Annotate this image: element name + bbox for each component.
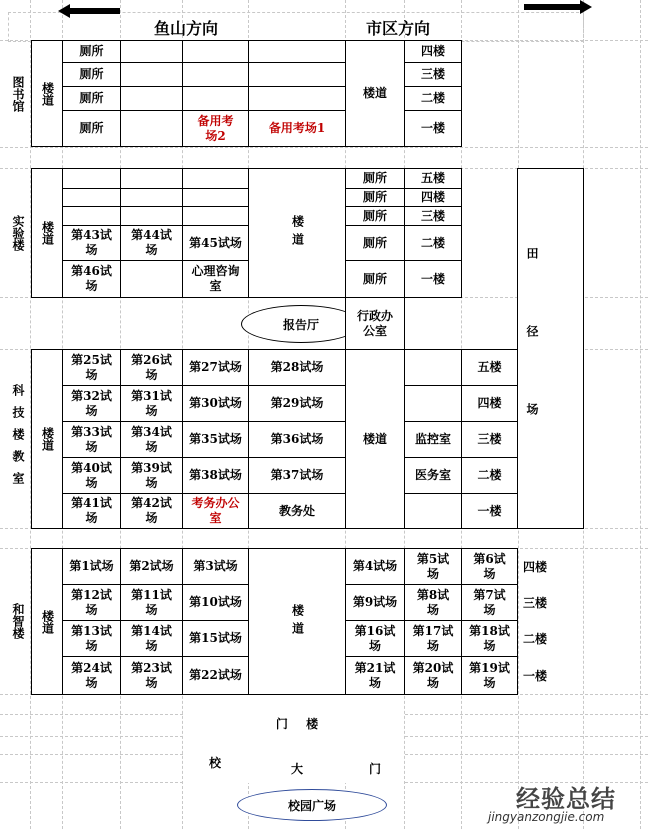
track-field: 田径场 <box>517 168 584 529</box>
tech-floor-3: 三楼 <box>461 421 518 458</box>
hezhi-stair-left: 楼道 <box>31 548 63 695</box>
tech-stair-right: 楼道 <box>345 349 405 529</box>
exam-room-29: 第29试场 <box>248 385 346 422</box>
lab-room <box>182 168 249 189</box>
exam-room-22: 第22试场 <box>182 656 249 695</box>
lab-room <box>120 206 183 226</box>
exam-room-35: 第35试场 <box>182 421 249 458</box>
exam-room-28: 第28试场 <box>248 349 346 386</box>
lab-floor-5: 五楼 <box>404 168 462 189</box>
library-room <box>120 86 183 111</box>
lab-stair-left: 楼道 <box>31 168 63 298</box>
exam-room-8: 第8试场 <box>404 584 462 621</box>
exam-room-40: 第40试场 <box>62 457 121 494</box>
lab-name: 实验楼 <box>11 215 25 251</box>
library-room <box>248 40 346 63</box>
exam-room-42: 第42试场 <box>120 493 183 529</box>
backup-room-1: 备用考场1 <box>248 110 346 147</box>
exam-room-39: 第39试场 <box>120 457 183 494</box>
tech-floor-4: 四楼 <box>461 385 518 422</box>
lab-floor-1: 一楼 <box>404 260 462 298</box>
lab-room <box>182 206 249 226</box>
library-stair-left: 楼道 <box>31 40 63 147</box>
library-name: 图书馆 <box>11 76 25 112</box>
library-floor-2: 二楼 <box>404 86 462 111</box>
library-toilet-3f: 厕所 <box>62 62 121 87</box>
lab-floor-3: 三楼 <box>404 206 462 226</box>
exam-room-6: 第6试场 <box>461 548 518 585</box>
lab-room <box>120 168 183 189</box>
lab-room <box>62 206 121 226</box>
exam-room-37: 第37试场 <box>248 457 346 494</box>
exam-room-27: 第27试场 <box>182 349 249 386</box>
gate-word-3: 门 <box>368 761 381 776</box>
exam-room-41: 第41试场 <box>62 493 121 529</box>
hezhi-floor-2: 二楼 <box>522 632 547 646</box>
exam-room-30: 第30试场 <box>182 385 249 422</box>
counseling-room: 心理咨询室 <box>182 260 249 298</box>
arrow-right-icon <box>524 0 592 14</box>
exam-room-46: 第46试场 <box>62 260 121 298</box>
exam-room-7: 第7试场 <box>461 584 518 621</box>
tech-room <box>404 349 462 386</box>
tech-room <box>404 385 462 422</box>
lab-floor-2: 二楼 <box>404 225 462 261</box>
exam-affairs-office: 考务办公室 <box>182 493 249 529</box>
exam-room-34: 第34试场 <box>120 421 183 458</box>
exam-room-33: 第33试场 <box>62 421 121 458</box>
watermark-cn: 经验总结 <box>516 785 616 813</box>
hezhi-name: 和智楼 <box>11 603 25 639</box>
direction-left: 鱼山方向 <box>154 19 219 38</box>
exam-room-32: 第32试场 <box>62 385 121 422</box>
academic-affairs-office: 教务处 <box>248 493 346 529</box>
exam-room-24: 第24试场 <box>62 656 121 695</box>
library-floor-1: 一楼 <box>404 110 462 147</box>
campus-plaza: 校园广场 <box>237 789 387 821</box>
direction-right: 市区方向 <box>366 19 431 38</box>
library-room <box>120 110 183 147</box>
lab-room <box>120 260 183 298</box>
lab-room <box>120 188 183 207</box>
library-toilet-4f: 厕所 <box>62 40 121 63</box>
library-toilet-2f: 厕所 <box>62 86 121 111</box>
lab-room <box>62 168 121 189</box>
lab-stair-center: 楼道 <box>248 168 346 298</box>
library-room <box>248 62 346 87</box>
library-room <box>182 86 249 111</box>
lab-toilet-5f: 厕所 <box>345 168 405 189</box>
exam-room-20: 第20试场 <box>404 656 462 695</box>
gate-word-1: 校 <box>208 755 221 770</box>
library-room <box>248 86 346 111</box>
exam-room-15: 第15试场 <box>182 620 249 657</box>
exam-room-9: 第9试场 <box>345 584 405 621</box>
monitor-room: 监控室 <box>404 421 462 458</box>
exam-room-43: 第43试场 <box>62 225 121 261</box>
exam-room-14: 第14试场 <box>120 620 183 657</box>
hezhi-floor-3: 三楼 <box>522 596 547 610</box>
exam-room-2: 第2试场 <box>120 548 183 585</box>
library-toilet-1f: 厕所 <box>62 110 121 147</box>
tech-floor-5: 五楼 <box>461 349 518 386</box>
exam-room-12: 第12试场 <box>62 584 121 621</box>
lab-toilet-2f: 厕所 <box>345 225 405 261</box>
admin-office: 行政办公室 <box>345 297 405 350</box>
library-floor-4: 四楼 <box>404 40 462 63</box>
exam-room-26: 第26试场 <box>120 349 183 386</box>
library-stair-right: 楼道 <box>345 40 405 147</box>
exam-room-16: 第16试场 <box>345 620 405 657</box>
exam-room-25: 第25试场 <box>62 349 121 386</box>
exam-room-19: 第19试场 <box>461 656 518 695</box>
watermark-url: jingyanzongjie.com <box>488 810 605 824</box>
exam-room-18: 第18试场 <box>461 620 518 657</box>
gate-building-label: 门 楼 <box>275 716 319 731</box>
exam-room-44: 第44试场 <box>120 225 183 261</box>
tech-name: 科技楼教室 <box>11 384 25 494</box>
arrow-left-icon <box>58 4 122 18</box>
hezhi-floor-4: 四楼 <box>522 560 547 574</box>
exam-room-11: 第11试场 <box>120 584 183 621</box>
exam-room-5: 第5试场 <box>404 548 462 585</box>
lab-floor-4: 四楼 <box>404 188 462 207</box>
exam-room-3: 第3试场 <box>182 548 249 585</box>
exam-room-23: 第23试场 <box>120 656 183 695</box>
tech-floor-1: 一楼 <box>461 493 518 529</box>
exam-room-45: 第45试场 <box>182 225 249 261</box>
exam-room-13: 第13试场 <box>62 620 121 657</box>
hezhi-stair-center: 楼道 <box>248 548 346 695</box>
tech-stair-left: 楼道 <box>31 349 63 529</box>
lab-toilet-1f: 厕所 <box>345 260 405 298</box>
exam-room-17: 第17试场 <box>404 620 462 657</box>
gate-word-2: 大 <box>290 761 303 776</box>
exam-room-10: 第10试场 <box>182 584 249 621</box>
library-floor-3: 三楼 <box>404 62 462 87</box>
clinic-room: 医务室 <box>404 457 462 494</box>
exam-room-1: 第1试场 <box>62 548 121 585</box>
exam-room-38: 第38试场 <box>182 457 249 494</box>
hezhi-floor-1: 一楼 <box>522 669 547 683</box>
exam-room-21: 第21试场 <box>345 656 405 695</box>
library-room <box>182 40 249 63</box>
tech-room <box>404 493 462 529</box>
exam-room-36: 第36试场 <box>248 421 346 458</box>
lab-toilet-3f: 厕所 <box>345 206 405 226</box>
library-room <box>120 40 183 63</box>
library-room <box>120 62 183 87</box>
tech-floor-2: 二楼 <box>461 457 518 494</box>
backup-room-2: 备用考场2 <box>182 110 249 147</box>
exam-room-4: 第4试场 <box>345 548 405 585</box>
library-room <box>182 62 249 87</box>
lab-toilet-4f: 厕所 <box>345 188 405 207</box>
exam-room-31: 第31试场 <box>120 385 183 422</box>
report-hall: 报告厅 <box>241 305 361 343</box>
lab-room <box>62 188 121 207</box>
lab-room <box>182 188 249 207</box>
